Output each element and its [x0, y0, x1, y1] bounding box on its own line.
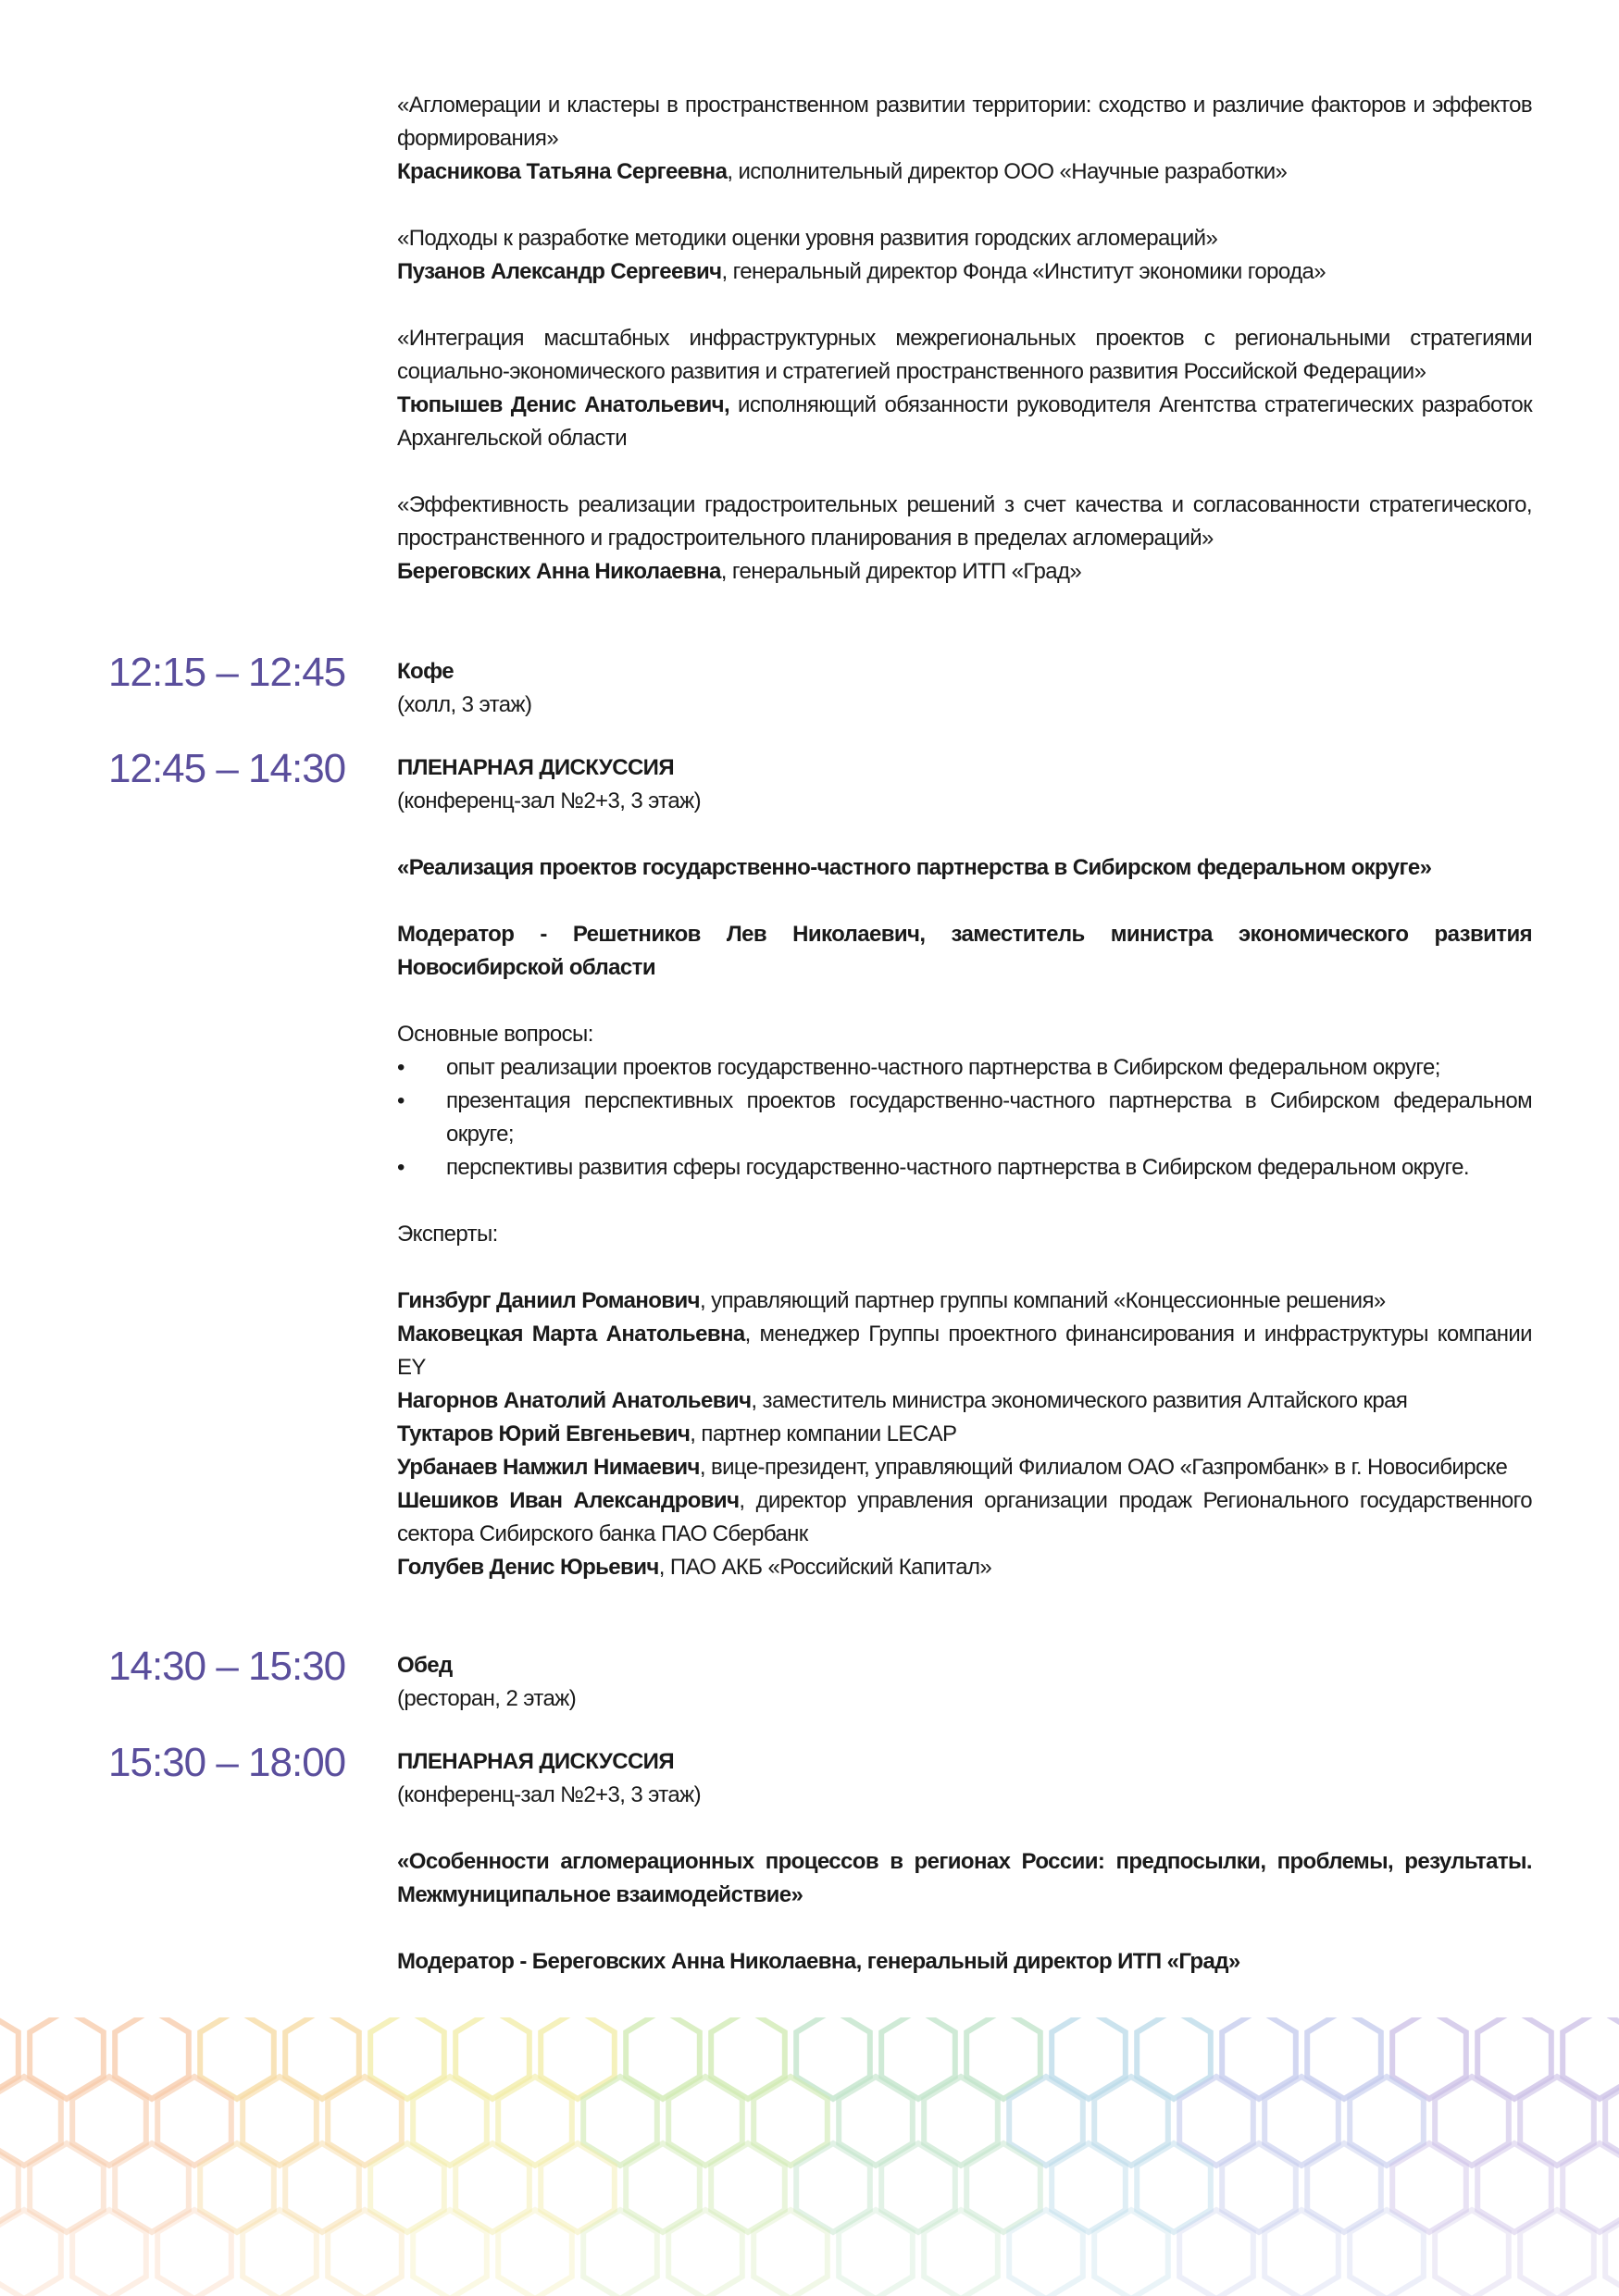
session-title: ПЛЕНАРНАЯ ДИСКУССИЯ [397, 755, 674, 780]
hexagon-shape [1350, 2210, 1424, 2296]
experts-list [397, 1285, 1532, 1584]
expert-role: , менеджер Группы проектного финансирования и инфраструктуры компании EY [397, 1322, 1532, 1380]
hexagon-shape [328, 2210, 402, 2296]
hexagon-shape [243, 2210, 317, 2296]
session-title: ПЛЕНАРНАЯ ДИСКУССИЯ [397, 1749, 674, 1774]
hexagon-shape [72, 2210, 146, 2296]
session-title: Кофе [397, 659, 454, 684]
session-lunch [108, 1644, 1532, 1716]
session-place: (ресторан, 2 этаж) [397, 1686, 577, 1711]
questions-list [397, 1051, 1532, 1185]
session-plenary-1 [108, 746, 1533, 1584]
hexagon-shape [839, 2210, 913, 2296]
list-item [397, 1285, 1532, 1318]
expert-role: , партнер компании LECAP [690, 1421, 957, 1446]
talk-title: «Подходы к разработке методики оценки уровня развития городских агломераций» [397, 226, 1218, 251]
expert-role: , управляющий партнер группы компаний «Концессионные решения» [699, 1288, 1386, 1313]
speaker-name: Тюпышев Денис Анатольевич, [397, 392, 730, 417]
session-title: Обед [397, 1653, 453, 1678]
list-item [397, 1318, 1532, 1384]
list-item: • опыт реализации проектов государственно-частного партнерства в Сибирском федеральном округе; [397, 1051, 1532, 1085]
list-item [397, 1551, 1532, 1584]
speaker-role: исполняющий обязанности руководителя Агентства стратегических разработок Архангельской области [397, 392, 1532, 451]
expert-name: Голубев Денис Юрьевич [397, 1555, 659, 1580]
hexagon-shape [1520, 2210, 1594, 2296]
experts-label: Эксперты: [397, 1222, 498, 1247]
expert-name: Туктаров Юрий Евгеньевич [397, 1421, 691, 1446]
session-moderator: Модератор - Береговских Анна Николаевна, генеральный директор ИТП «Град» [397, 1949, 1240, 1974]
session-plenary-2 [108, 1740, 1532, 1979]
hexagon-shape [1264, 2210, 1339, 2296]
session-coffee [108, 650, 1532, 722]
session-time: 14:30 – 15:30 [108, 1644, 346, 1689]
questions-label: Основные вопросы: [397, 1022, 593, 1047]
list-item: • презентация перспективных проектов государственно-частного партнерства в Сибирском федеральном округе; [397, 1085, 1532, 1151]
hexagon-shape [413, 2210, 487, 2296]
expert-name: Урбанаев Намжил Нимаевич [397, 1455, 700, 1480]
hexagon-shape [583, 2210, 657, 2296]
talk-title: «Агломерации и кластеры в пространственном развитии территории: сходство и различие факторов и эффектов формирования» [397, 93, 1532, 151]
expert-role: , вице-президент, управляющий Филиалом ОАО «Газпромбанк» в г. Новосибирске [699, 1455, 1508, 1480]
list-item [397, 1384, 1532, 1418]
session-place: (конференц-зал №2+3, 3 этаж) [397, 1782, 702, 1807]
program-content [108, 89, 1533, 1979]
hexagon-shape [1179, 2210, 1253, 2296]
session-topic: «Особенности агломерационных процессов в регионах России: предпосылки, проблемы, результаты. Межмуниципальное взаимодействие» [397, 1849, 1532, 1907]
list-item [397, 1451, 1532, 1484]
speaker-name: Береговских Анна Николаевна [397, 559, 721, 584]
list-item [397, 1484, 1532, 1551]
expert-role: , ПАО АКБ «Российский Капитал» [658, 1555, 992, 1580]
session-time: 15:30 – 18:00 [108, 1740, 346, 1785]
hexagon-shape [668, 2210, 742, 2296]
talk-item [397, 222, 1532, 289]
session-place: (конференц-зал №2+3, 3 этаж) [397, 788, 702, 813]
hexagon-shape [753, 2210, 828, 2296]
speaker-name: Красникова Татьяна Сергеевна [397, 159, 728, 184]
expert-role: , заместитель министра экономического развития Алтайского края [751, 1388, 1408, 1413]
talk-title: «Эффективность реализации градостроительных решений з счет качества и согласованности стратегического, пространственного и градостроительного планирования в пределах агломераций» [397, 492, 1532, 551]
session-place: (холл, 3 этаж) [397, 692, 532, 717]
session-topic: «Реализация проектов государственно-частного партнерства в Сибирском федеральном округе» [397, 855, 1432, 880]
hexagon-shape [1009, 2210, 1083, 2296]
hexagon-shape [1094, 2210, 1168, 2296]
talk-item [397, 489, 1532, 589]
expert-name: Шешиков Иван Александрович [397, 1488, 740, 1513]
list-item [397, 1418, 1532, 1451]
speaker-role: , генеральный директор ИТП «Град» [720, 559, 1082, 584]
speaker-name: Пузанов Александр Сергеевич [397, 259, 722, 284]
expert-name: Гинзбург Даниил Романович [397, 1288, 700, 1313]
speaker-role: , генеральный директор Фонда «Институт экономики города» [721, 259, 1326, 284]
hexagon-shape [924, 2210, 998, 2296]
hexagon-shape [157, 2210, 231, 2296]
hexagon-shape [1435, 2210, 1509, 2296]
talk-item [397, 322, 1532, 455]
hexagon-shape [498, 2210, 572, 2296]
session-time: 12:15 – 12:45 [108, 650, 346, 695]
expert-name: Маковецкая Марта Анатольевна [397, 1322, 745, 1347]
list-item: • перспективы развития сферы государственно-частного партнерства в Сибирском федеральном округе. [397, 1151, 1532, 1185]
talk-item [397, 89, 1532, 189]
session-moderator: Модератор - Решетников Лев Николаевич, заместитель министра экономического развития Новосибирской области [397, 922, 1532, 980]
talk-title: «Интеграция масштабных инфраструктурных межрегиональных проектов с региональными стратегиями социально-экономического развития и стратегией пространственного развития Российской Федерации» [397, 326, 1532, 384]
expert-role: , директор управления организации продаж Регионального государственного сектора Сибирского банка ПАО Сбербанк [397, 1488, 1533, 1546]
hexagon-pattern-decoration [0, 2017, 1619, 2296]
session-time: 12:45 – 14:30 [108, 746, 346, 791]
speaker-role: , исполнительный директор ООО «Научные разработки» [727, 159, 1288, 184]
expert-name: Нагорнов Анатолий Анатольевич [397, 1388, 752, 1413]
